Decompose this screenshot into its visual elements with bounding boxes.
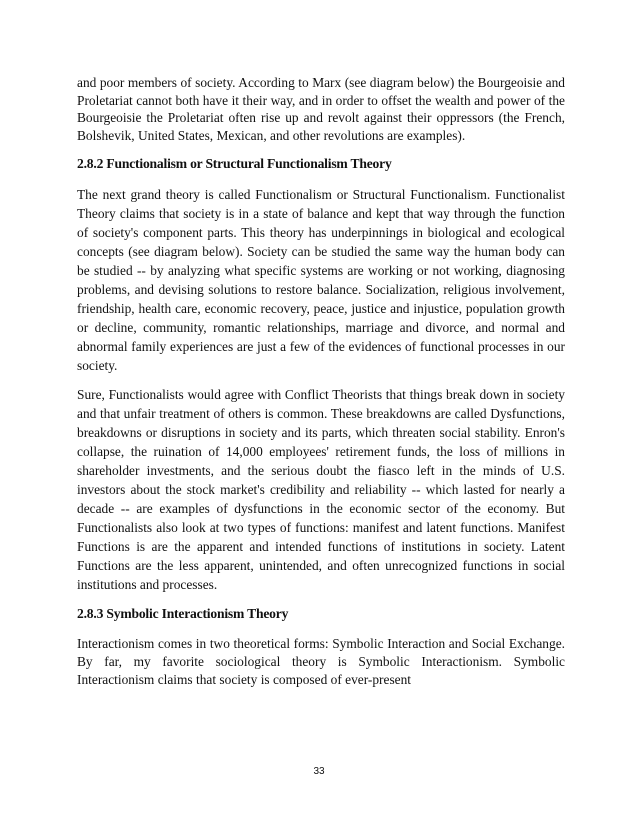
spacer <box>77 375 565 385</box>
spacer <box>77 144 565 155</box>
document-page <box>77 74 565 688</box>
spacer <box>77 173 565 185</box>
paragraph-interactionism: Interactionism comes in two theoretical forms: Symbolic Interaction and Social Exchange. By far, my favorite sociological theory is Symbolic Interactionism. Symbolic Interactionism claims that society is composed of ever-present <box>77 636 565 687</box>
paragraph-dysfunctions: Sure, Functionalists would agree with Conflict Theorists that things break down in society and that unfair treatment of others is common. These breakdowns are called Dysfunctions, breakdowns or disruptions in society and its parts, which threaten social stability. Enron's collapse, the ruination of 14,000 employees' retirement funds, the loss of millions in shareholder investments, and the serious doubt the fiasco left in the minds of U.S. investors about the stock market's credibility and reliability -- which lasted for nearly a decade -- are examples of dysfunctions in the economic sector of the economy. But Functionalists also look at two types of functions: manifest and latent functions. Manifest Functions is are the apparent and intended functions of institutions in society. Latent Functions are the less apparent, unintended, and often unrecognized functions in social institutions and processes. <box>77 387 565 593</box>
spacer <box>77 623 565 635</box>
spacer <box>77 594 565 605</box>
paragraph-marx-conflict: and poor members of society. According to Marx (see diagram below) the Bourgeoisie and Proletariat cannot both have it their way, and in order to offset the wealth and power of the Bourgeoisie the Proletariat often rise up and revolt against their oppressors (the French, Bolshevik, United States, Mexican, and other revolutions are examples). <box>77 75 565 143</box>
section-heading-symbolic-interactionism: 2.8.3 Symbolic Interactionism Theory <box>77 606 289 622</box>
paragraph-functionalism-intro: The next grand theory is called Functionalism or Structural Functionalism. Functionalist Theory claims that society is in a state of balance and kept that way through the function of society's component parts. This theory has underpinnings in biological and ecological concepts (see diagram below). Society can be studied the same way the human body can be studied -- by analyzing what specific systems are working or not working, diagnosing problems, and devising solutions to restore balance. Socialization, religious involvement, friendship, health care, economic recovery, peace, justice and injustice, population growth or decline, community, romantic relationships, marriage and divorce, and normal and abnormal family experiences are just a few of the evidences of functional processes in our society. <box>77 187 565 374</box>
page-number: 33 <box>313 766 325 777</box>
section-heading-functionalism: 2.8.2 Functionalism or Structural Functionalism Theory <box>77 156 392 172</box>
